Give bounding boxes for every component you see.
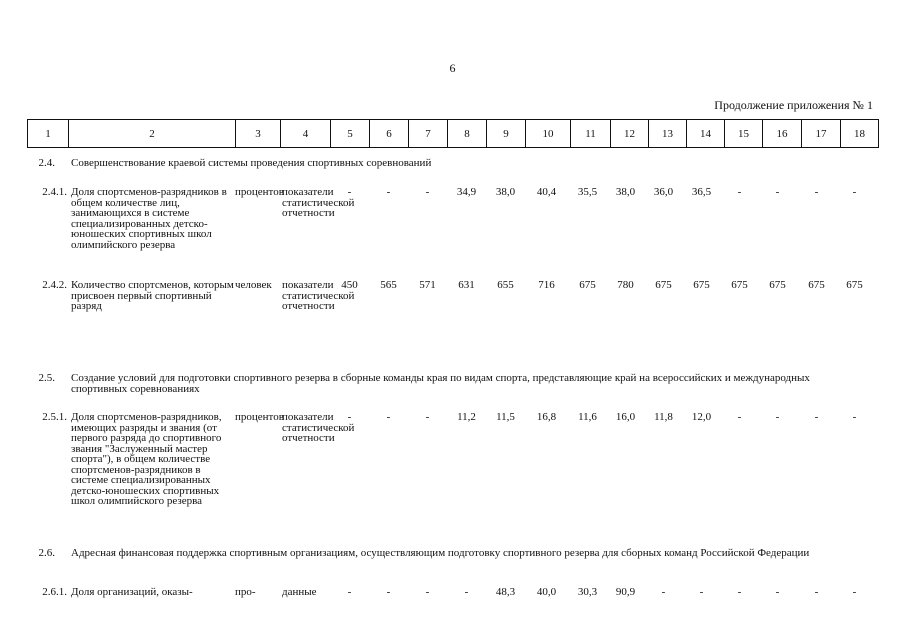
value-cell: - [425, 411, 430, 423]
header-col-9: 9 [487, 120, 526, 148]
indicator-description: Доля спортсменов-разрядников, имеющих разряды и звания (от первого разряда до спортивного звания "Заслуженный мастер спорта"), в общем количестве спортсменов-разрядников в системе специализированных детско-юношеских спортивных школ олимпийского резерва [71, 411, 222, 507]
header-col-15: 15 [725, 120, 763, 148]
value-cell: - [386, 586, 391, 598]
value-cell: 675 [769, 279, 786, 291]
unit-of-measure: процентов [235, 411, 284, 423]
value-cell: - [814, 586, 819, 598]
header-col-12: 12 [611, 120, 649, 148]
value-cell: - [737, 411, 742, 423]
data-source: показатели статистической отчетности [282, 279, 355, 312]
value-cell: - [386, 186, 391, 198]
value-cell: 11,6 [578, 411, 597, 423]
value-cell: - [737, 586, 742, 598]
header-col-13: 13 [649, 120, 687, 148]
value-cell: 36,0 [653, 186, 674, 198]
value-cell: - [699, 586, 704, 598]
page-number: 6 [449, 61, 456, 75]
section-number: 2.5. [38, 372, 55, 384]
value-cell: 675 [693, 279, 710, 291]
row-number: 2.4.2. [42, 279, 67, 291]
value-cell: 11,8 [654, 411, 673, 423]
value-cell: 716 [538, 279, 555, 291]
header-col-4: 4 [281, 120, 331, 148]
value-cell: 655 [497, 279, 514, 291]
value-cell: 38,0 [615, 186, 636, 198]
value-cell: - [464, 586, 469, 598]
indicator-description: Количество спортсменов, которым присвоен первый спортивный разряд [71, 279, 234, 312]
value-cell: - [814, 186, 819, 198]
header-col-17: 17 [802, 120, 841, 148]
value-cell: - [852, 186, 857, 198]
unit-of-measure: процентов [235, 186, 284, 198]
value-cell: 780 [617, 279, 634, 291]
column-number-header [27, 119, 879, 148]
value-cell: - [775, 586, 780, 598]
value-cell: - [425, 186, 430, 198]
table-row [27, 187, 873, 267]
value-cell: 675 [579, 279, 596, 291]
header-col-2: 2 [69, 120, 236, 148]
value-cell: 36,5 [691, 186, 712, 198]
value-cell: 40,0 [536, 586, 557, 598]
value-cell: - [852, 586, 857, 598]
unit-of-measure: человек [235, 279, 272, 291]
indicator-description: Доля спортсменов-разрядников в общем количестве лиц, занимающихся в системе специализированных детско-юношеских спортивных школ олимпийского резерва [71, 186, 227, 251]
value-cell: - [775, 186, 780, 198]
value-cell: 675 [846, 279, 863, 291]
section-number: 2.4. [38, 157, 55, 169]
value-cell: - [661, 586, 666, 598]
section-heading [27, 373, 873, 397]
row-number: 2.5.1. [42, 411, 67, 423]
indicator-description: Доля организаций, оказы- [71, 586, 193, 598]
header-col-8: 8 [448, 120, 487, 148]
table-row [27, 412, 873, 532]
value-cell: - [347, 586, 352, 598]
value-cell: - [814, 411, 819, 423]
table-row [27, 280, 873, 360]
value-cell: 16,8 [536, 411, 557, 423]
value-cell: 11,5 [496, 411, 515, 423]
header-col-6: 6 [370, 120, 409, 148]
row-number: 2.6.1. [42, 586, 67, 598]
header-col-1: 1 [28, 120, 69, 148]
value-cell: 16,0 [615, 411, 636, 423]
header-col-11: 11 [571, 120, 611, 148]
value-cell: 675 [808, 279, 825, 291]
data-source: показатели статистической отчетности [282, 186, 355, 219]
value-cell: - [347, 186, 352, 198]
value-cell: - [347, 411, 352, 423]
value-cell: 48,3 [495, 586, 516, 598]
section-number: 2.6. [38, 547, 55, 559]
unit-of-measure: про- [235, 586, 256, 598]
value-cell: 30,3 [577, 586, 598, 598]
value-cell: 675 [655, 279, 672, 291]
value-cell: - [737, 186, 742, 198]
row-number: 2.4.1. [42, 186, 67, 198]
header-col-18: 18 [841, 120, 879, 148]
section-heading [27, 548, 873, 572]
value-cell: - [425, 586, 430, 598]
value-cell: 675 [731, 279, 748, 291]
data-source: данные [282, 586, 317, 598]
value-cell: 631 [458, 279, 475, 291]
header-col-3: 3 [236, 120, 281, 148]
section-title: Адресная финансовая поддержка спортивным организациям, осуществляющим подготовку спортивного резерва для сборных команд Российской Федерации [71, 547, 810, 559]
continuation-label: Продолжение приложения № 1 [714, 98, 873, 112]
value-cell: 40,4 [536, 186, 557, 198]
value-cell: 12,0 [691, 411, 712, 423]
header-col-10: 10 [526, 120, 571, 148]
value-cell: 35,5 [577, 186, 598, 198]
table-row [27, 587, 873, 601]
value-cell: 34,9 [456, 186, 477, 198]
value-cell: 38,0 [495, 186, 516, 198]
value-cell: 90,9 [615, 586, 636, 598]
value-cell: 450 [341, 279, 358, 291]
section-title: Совершенствование краевой системы проведения спортивных соревнований [71, 157, 432, 169]
value-cell: 565 [380, 279, 397, 291]
value-cell: 11,2 [457, 411, 476, 423]
value-cell: 571 [419, 279, 436, 291]
data-source: показатели статистической отчетности [282, 411, 355, 444]
section-heading [27, 158, 873, 170]
value-cell: - [386, 411, 391, 423]
value-cell: - [852, 411, 857, 423]
header-col-14: 14 [687, 120, 725, 148]
value-cell: - [775, 411, 780, 423]
header-col-16: 16 [763, 120, 802, 148]
header-col-7: 7 [409, 120, 448, 148]
section-title: Создание условий для подготовки спортивного резерва в сборные команды края по видам спорта, представляющие край на всероссийских и международных спортивных соревнованиях [71, 372, 810, 395]
header-col-5: 5 [331, 120, 370, 148]
